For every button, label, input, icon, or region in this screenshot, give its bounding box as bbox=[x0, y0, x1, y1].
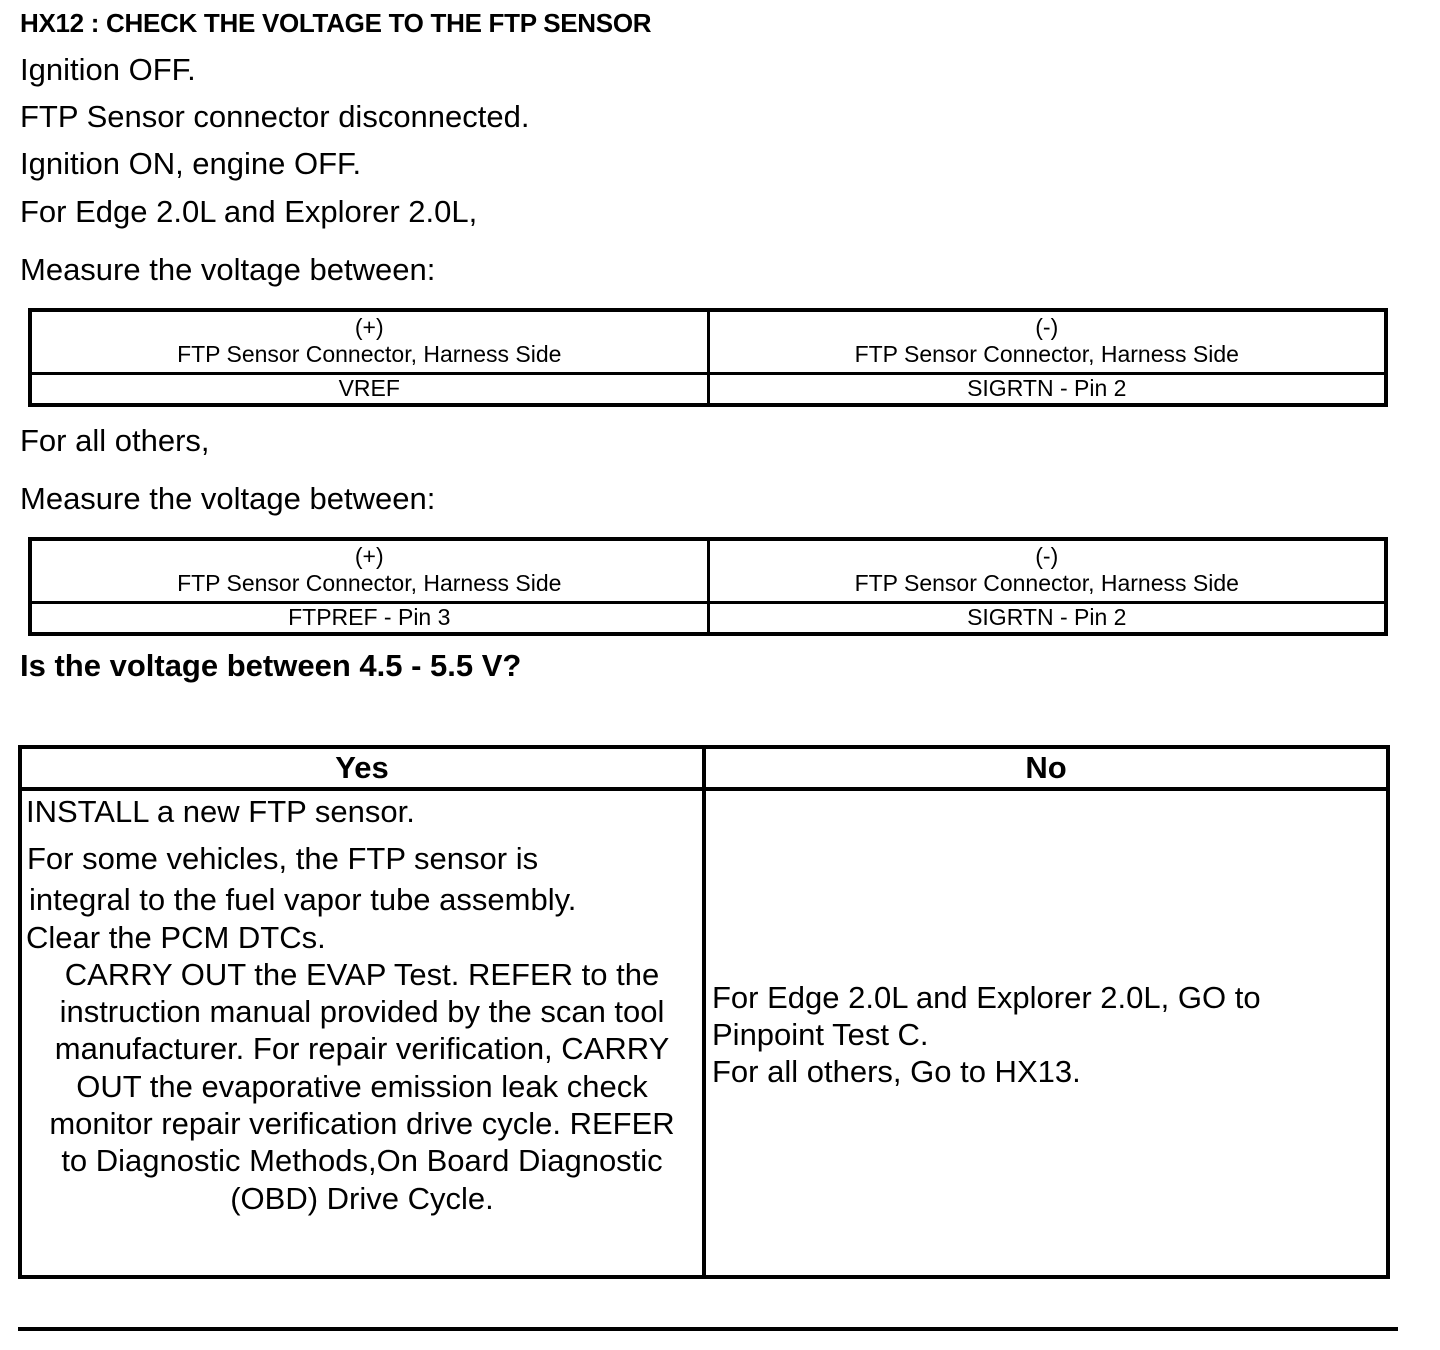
step-measure-voltage: Measure the voltage between: bbox=[20, 252, 436, 287]
yes-cell bbox=[20, 789, 704, 1277]
yes-line: Clear the PCM DTCs. bbox=[26, 920, 326, 955]
measure-label-others: Measure the voltage between: bbox=[20, 481, 436, 516]
minus-connector-label: FTP Sensor Connector, Harness Side bbox=[854, 341, 1239, 367]
minus-symbol: (-) bbox=[1035, 543, 1059, 569]
yes-line: integral to the fuel vapor tube assembly. bbox=[29, 882, 577, 917]
plus-symbol: (+) bbox=[354, 543, 384, 569]
yes-line: (OBD) Drive Cycle. bbox=[230, 1181, 494, 1216]
step-ignition-off: Ignition OFF. bbox=[20, 52, 196, 87]
no-line: For all others, Go to HX13. bbox=[712, 1054, 1081, 1089]
minus-header-cell bbox=[708, 539, 1386, 603]
page-title: HX12 : CHECK THE VOLTAGE TO THE FTP SENSOR bbox=[20, 8, 652, 38]
measurement-table-others bbox=[28, 537, 1388, 636]
plus-value-cell: FTPREF - Pin 3 bbox=[30, 603, 708, 635]
yes-header: Yes bbox=[20, 747, 704, 789]
voltage-question: Is the voltage between 4.5 - 5.5 V? bbox=[20, 648, 522, 683]
no-line: Pinpoint Test C. bbox=[712, 1017, 929, 1052]
plus-header-cell bbox=[30, 310, 708, 374]
table-row bbox=[30, 603, 1386, 635]
plus-header-cell bbox=[30, 539, 708, 603]
yes-line: to Diagnostic Methods,On Board Diagnostic bbox=[61, 1143, 663, 1178]
bottom-divider bbox=[18, 1327, 1398, 1331]
yes-line: instruction manual provided by the scan tool bbox=[59, 994, 665, 1029]
minus-value-cell: SIGRTN - Pin 2 bbox=[708, 374, 1386, 406]
step-edge-explorer: For Edge 2.0L and Explorer 2.0L, bbox=[20, 194, 478, 229]
minus-symbol: (-) bbox=[1035, 314, 1059, 340]
table-row bbox=[30, 539, 1386, 603]
yes-line: For some vehicles, the FTP sensor is bbox=[27, 841, 539, 876]
table-row bbox=[20, 789, 1388, 1277]
no-line: For Edge 2.0L and Explorer 2.0L, GO to bbox=[712, 980, 1261, 1015]
minus-connector-label: FTP Sensor Connector, Harness Side bbox=[854, 570, 1239, 596]
yes-line: manufacturer. For repair verification, CARRY bbox=[54, 1031, 670, 1066]
plus-connector-label: FTP Sensor Connector, Harness Side bbox=[177, 341, 562, 367]
yes-line: CARRY OUT the EVAP Test. REFER to the bbox=[64, 957, 660, 992]
no-instructions bbox=[712, 979, 1261, 1090]
measurement-table-edge-explorer bbox=[28, 308, 1388, 407]
minus-header-cell bbox=[708, 310, 1386, 374]
others-label: For all others, bbox=[20, 423, 210, 458]
minus-value-cell: SIGRTN - Pin 2 bbox=[708, 603, 1386, 635]
yes-line: monitor repair verification drive cycle. REFER bbox=[49, 1106, 675, 1141]
yes-line: OUT the evaporative emission leak check bbox=[76, 1069, 648, 1104]
plus-connector-label: FTP Sensor Connector, Harness Side bbox=[177, 570, 562, 596]
table-row bbox=[30, 374, 1386, 406]
plus-value-cell: VREF bbox=[30, 374, 708, 406]
table-row bbox=[30, 310, 1386, 374]
no-header: No bbox=[704, 747, 1388, 789]
plus-symbol: (+) bbox=[354, 314, 384, 340]
step-ignition-on: Ignition ON, engine OFF. bbox=[20, 146, 362, 181]
yes-line: INSTALL a new FTP sensor. bbox=[26, 794, 415, 829]
table-row bbox=[20, 747, 1388, 789]
result-table bbox=[18, 745, 1390, 1279]
step-connector-disconnected: FTP Sensor connector disconnected. bbox=[20, 99, 530, 134]
no-cell bbox=[704, 789, 1388, 1277]
